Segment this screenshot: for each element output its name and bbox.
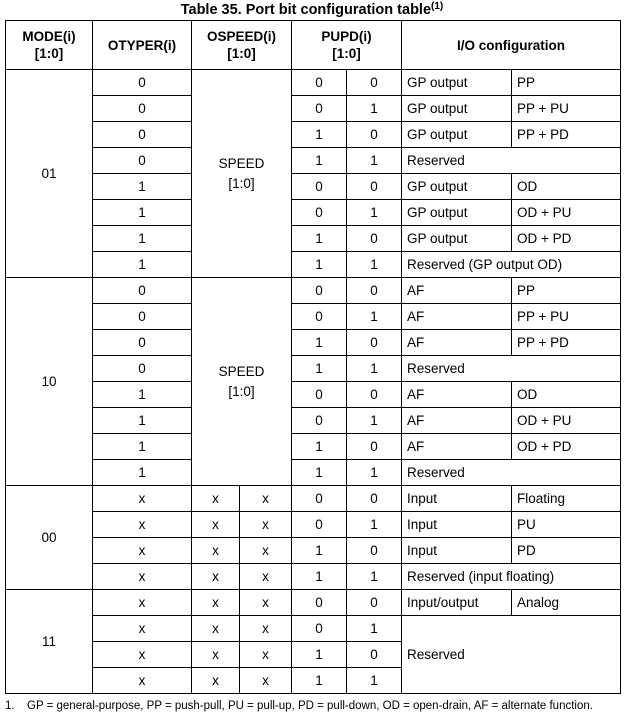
io-mode-value: AF bbox=[402, 304, 512, 330]
io-type-value: PP bbox=[512, 278, 621, 304]
otyper-value: x bbox=[93, 642, 192, 668]
table-row bbox=[6, 252, 621, 278]
ospeed-bit1-value: x bbox=[192, 590, 240, 616]
io-mode-value: Input bbox=[402, 486, 512, 512]
ospeed-bit0-value: x bbox=[240, 486, 292, 512]
io-type-value: OD + PD bbox=[512, 226, 621, 252]
table-row bbox=[6, 304, 621, 330]
io-mode-value: GP output bbox=[402, 122, 512, 148]
pupd-header-line2: [1:0] bbox=[332, 46, 361, 61]
pupd-bit0-value: 0 bbox=[347, 538, 402, 564]
table-row bbox=[6, 538, 621, 564]
io-mode-value: GP output bbox=[402, 226, 512, 252]
pupd-bit1-value: 0 bbox=[292, 96, 347, 122]
pupd-bit0-value: 0 bbox=[347, 226, 402, 252]
ospeed-bit0-value: x bbox=[240, 564, 292, 590]
pupd-bit0-value: 1 bbox=[347, 668, 402, 694]
ospeed-header-line1: OSPEED(i) bbox=[207, 29, 277, 44]
table-row bbox=[6, 122, 621, 148]
table-row bbox=[6, 278, 621, 304]
pupd-bit1-value: 0 bbox=[292, 486, 347, 512]
table-row bbox=[6, 356, 621, 382]
table-row bbox=[6, 486, 621, 512]
table-title-text: Table 35. Port bit configuration table bbox=[180, 2, 432, 18]
pupd-bit1-value: 1 bbox=[292, 564, 347, 590]
ospeed-bit1-value: x bbox=[192, 538, 240, 564]
pupd-bit1-value: 0 bbox=[292, 70, 347, 96]
ospeed-bit0-value: x bbox=[240, 616, 292, 642]
otyper-value: x bbox=[93, 668, 192, 694]
pupd-bit0-value: 0 bbox=[347, 382, 402, 408]
otyper-value: 1 bbox=[93, 252, 192, 278]
table-row bbox=[6, 96, 621, 122]
pupd-bit0-value: 0 bbox=[347, 642, 402, 668]
port-bit-configuration-table bbox=[5, 20, 621, 694]
pupd-bit0-value: 0 bbox=[347, 278, 402, 304]
ospeed-bit0-value: x bbox=[240, 642, 292, 668]
pupd-bit0-value: 1 bbox=[347, 616, 402, 642]
io-mode-value: AF bbox=[402, 408, 512, 434]
io-type-value: OD bbox=[512, 174, 621, 200]
io-type-value: Analog bbox=[512, 590, 621, 616]
io-type-value: PD bbox=[512, 538, 621, 564]
otyper-value: 1 bbox=[93, 434, 192, 460]
io-type-value: Floating bbox=[512, 486, 621, 512]
io-mode-value: GP output bbox=[402, 70, 512, 96]
io-mode-value: GP output bbox=[402, 200, 512, 226]
pupd-header-line1: PUPD(i) bbox=[321, 29, 372, 44]
io-reserved-value: Reserved bbox=[402, 616, 621, 694]
io-type-value: OD + PU bbox=[512, 408, 621, 434]
pupd-bit0-value: 0 bbox=[347, 330, 402, 356]
table-row bbox=[6, 512, 621, 538]
io-type-value: OD + PD bbox=[512, 434, 621, 460]
ospeed-bit0-value: x bbox=[240, 668, 292, 694]
pupd-bit0-value: 1 bbox=[347, 96, 402, 122]
mode-value: 10 bbox=[6, 278, 93, 486]
io-mode-value: Input bbox=[402, 512, 512, 538]
speed-bits: [1:0] bbox=[228, 175, 255, 191]
pupd-bit0-value: 1 bbox=[347, 304, 402, 330]
io-type-value: OD + PU bbox=[512, 200, 621, 226]
io-mode-value: GP output bbox=[402, 174, 512, 200]
ospeed-value bbox=[192, 278, 292, 486]
otyper-value: 1 bbox=[93, 382, 192, 408]
speed-label: SPEED bbox=[218, 155, 265, 171]
otyper-value: x bbox=[93, 616, 192, 642]
pupd-bit1-value: 1 bbox=[292, 642, 347, 668]
mode-value: 01 bbox=[6, 70, 93, 278]
io-type-value: OD bbox=[512, 382, 621, 408]
io-mode-value: AF bbox=[402, 330, 512, 356]
table-row bbox=[6, 408, 621, 434]
footnote-number: 1. bbox=[5, 700, 15, 712]
pupd-bit1-value: 1 bbox=[292, 434, 347, 460]
io-type-value: PP + PD bbox=[512, 330, 621, 356]
pupd-bit1-value: 0 bbox=[292, 512, 347, 538]
io-mode-value: GP output bbox=[402, 96, 512, 122]
io-mode-value: AF bbox=[402, 434, 512, 460]
otyper-value: 0 bbox=[93, 356, 192, 382]
table-row bbox=[6, 460, 621, 486]
ospeed-bit1-value: x bbox=[192, 616, 240, 642]
speed-label: SPEED bbox=[218, 363, 265, 379]
mode-value: 00 bbox=[6, 486, 93, 590]
otyper-value: 0 bbox=[93, 96, 192, 122]
mode-header-line1: MODE(i) bbox=[22, 29, 76, 44]
io-mode-value: Reserved (GP output OD) bbox=[402, 252, 621, 278]
mode-header-line2: [1:0] bbox=[34, 46, 64, 61]
pupd-bit1-value: 0 bbox=[292, 174, 347, 200]
io-header: I/O configuration bbox=[402, 21, 621, 70]
table-row bbox=[6, 174, 621, 200]
table-row bbox=[6, 382, 621, 408]
pupd-bit1-value: 0 bbox=[292, 408, 347, 434]
ospeed-bit1-value: x bbox=[192, 564, 240, 590]
pupd-bit0-value: 0 bbox=[347, 486, 402, 512]
otyper-value: x bbox=[93, 512, 192, 538]
pupd-bit1-value: 0 bbox=[292, 200, 347, 226]
io-mode-value: Reserved bbox=[402, 460, 621, 486]
pupd-bit1-value: 0 bbox=[292, 590, 347, 616]
otyper-value: x bbox=[93, 590, 192, 616]
otyper-value: 0 bbox=[93, 122, 192, 148]
pupd-bit1-value: 1 bbox=[292, 122, 347, 148]
pupd-bit0-value: 1 bbox=[347, 460, 402, 486]
header-row bbox=[6, 21, 621, 70]
ospeed-bit1-value: x bbox=[192, 512, 240, 538]
pupd-bit1-value: 1 bbox=[292, 460, 347, 486]
ospeed-value bbox=[192, 70, 292, 278]
table-row bbox=[6, 434, 621, 460]
otyper-value: 1 bbox=[93, 226, 192, 252]
table-row bbox=[6, 616, 621, 642]
io-mode-value: Reserved (input floating) bbox=[402, 564, 621, 590]
pupd-bit0-value: 0 bbox=[347, 122, 402, 148]
io-type-value: PP + PU bbox=[512, 96, 621, 122]
table-row bbox=[6, 564, 621, 590]
pupd-bit0-value: 0 bbox=[347, 590, 402, 616]
table-row bbox=[6, 70, 621, 96]
otyper-value: x bbox=[93, 486, 192, 512]
otyper-value: 0 bbox=[93, 278, 192, 304]
io-mode-value: Input bbox=[402, 538, 512, 564]
pupd-bit0-value: 1 bbox=[347, 408, 402, 434]
pupd-bit1-value: 1 bbox=[292, 226, 347, 252]
otyper-value: 0 bbox=[93, 304, 192, 330]
otyper-value: 0 bbox=[93, 330, 192, 356]
mode-value: 11 bbox=[6, 590, 93, 694]
ospeed-bit1-value: x bbox=[192, 668, 240, 694]
ospeed-header bbox=[192, 21, 292, 70]
otyper-header: OTYPER(i) bbox=[93, 21, 192, 70]
pupd-bit1-value: 0 bbox=[292, 616, 347, 642]
otyper-value: 1 bbox=[93, 200, 192, 226]
pupd-bit1-value: 1 bbox=[292, 668, 347, 694]
otyper-value: 1 bbox=[93, 408, 192, 434]
pupd-bit0-value: 1 bbox=[347, 200, 402, 226]
io-type-value: PP + PU bbox=[512, 304, 621, 330]
ospeed-header-line2: [1:0] bbox=[227, 46, 256, 61]
table-row bbox=[6, 590, 621, 616]
pupd-bit1-value: 1 bbox=[292, 252, 347, 278]
io-mode-value: AF bbox=[402, 382, 512, 408]
pupd-bit1-value: 1 bbox=[292, 356, 347, 382]
ospeed-bit1-value: x bbox=[192, 642, 240, 668]
pupd-bit1-value: 0 bbox=[292, 382, 347, 408]
otyper-value: 1 bbox=[93, 174, 192, 200]
table-row bbox=[6, 200, 621, 226]
pupd-bit1-value: 0 bbox=[292, 304, 347, 330]
table-row bbox=[6, 330, 621, 356]
pupd-bit0-value: 1 bbox=[347, 564, 402, 590]
otyper-value: 1 bbox=[93, 460, 192, 486]
io-type-value: PU bbox=[512, 512, 621, 538]
pupd-bit0-value: 1 bbox=[347, 252, 402, 278]
pupd-bit0-value: 0 bbox=[347, 434, 402, 460]
otyper-value: x bbox=[93, 538, 192, 564]
io-mode-value: Input/output bbox=[402, 590, 512, 616]
table-row bbox=[6, 226, 621, 252]
pupd-header bbox=[292, 21, 402, 70]
pupd-bit0-value: 1 bbox=[347, 148, 402, 174]
footnote-text: GP = general-purpose, PP = push-pull, PU = pull-up, PD = pull-down, OD = open-drain, AF = alternate function. bbox=[27, 700, 593, 712]
ospeed-bit0-value: x bbox=[240, 512, 292, 538]
otyper-value: x bbox=[93, 564, 192, 590]
table-row bbox=[6, 148, 621, 174]
pupd-bit1-value: 1 bbox=[292, 330, 347, 356]
io-mode-value: Reserved bbox=[402, 148, 621, 174]
pupd-bit1-value: 1 bbox=[292, 538, 347, 564]
ospeed-bit0-value: x bbox=[240, 590, 292, 616]
io-type-value: PP + PD bbox=[512, 122, 621, 148]
io-mode-value: Reserved bbox=[402, 356, 621, 382]
pupd-bit0-value: 0 bbox=[347, 70, 402, 96]
io-type-value: PP bbox=[512, 70, 621, 96]
mode-header bbox=[6, 21, 93, 70]
pupd-bit0-value: 0 bbox=[347, 174, 402, 200]
otyper-value: 0 bbox=[93, 70, 192, 96]
pupd-bit0-value: 1 bbox=[347, 512, 402, 538]
io-mode-value: AF bbox=[402, 278, 512, 304]
otyper-value: 0 bbox=[93, 148, 192, 174]
table-title bbox=[0, 0, 624, 20]
pupd-bit0-value: 1 bbox=[347, 356, 402, 382]
speed-bits: [1:0] bbox=[228, 383, 255, 399]
ospeed-bit0-value: x bbox=[240, 538, 292, 564]
pupd-bit1-value: 1 bbox=[292, 148, 347, 174]
table-body bbox=[6, 70, 621, 694]
ospeed-bit1-value: x bbox=[192, 486, 240, 512]
title-footnote-ref: (1) bbox=[431, 1, 444, 12]
pupd-bit1-value: 0 bbox=[292, 278, 347, 304]
